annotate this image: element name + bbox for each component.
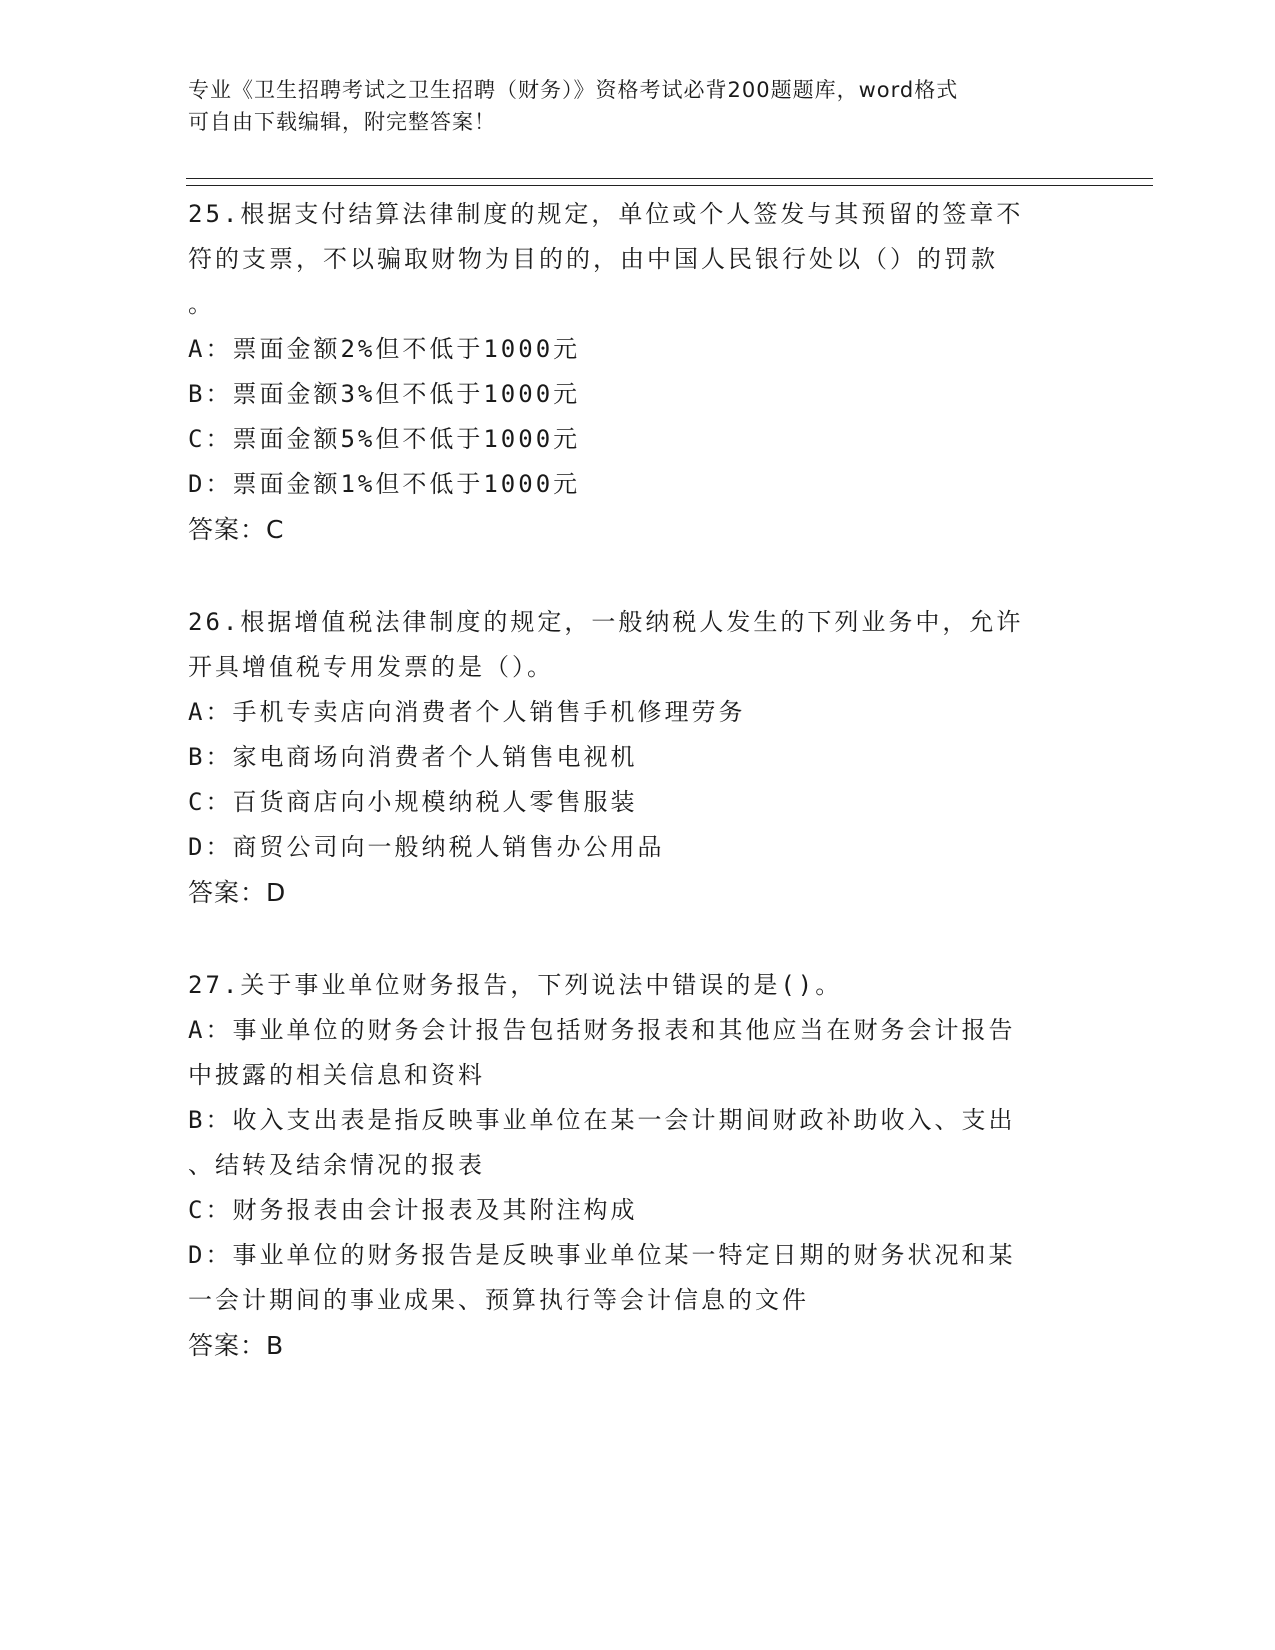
option-b: B：收入支出表是指反映事业单位在某一会计期间财政补助收入、支出	[188, 1106, 1016, 1134]
header-line-1: 专业《卫生招聘考试之卫生招聘（财务）》资格考试必背200题题库，word格式	[188, 78, 959, 102]
option-a-continued: 中披露的相关信息和资料	[188, 1061, 485, 1089]
question-text-line: 25.根据支付结算法律制度的规定，单位或个人签发与其预留的签章不	[188, 200, 1024, 228]
option-d-continued: 一会计期间的事业成果、预算执行等会计信息的文件	[188, 1286, 809, 1314]
question-text-line: 26.根据增值税法律制度的规定，一般纳税人发生的下列业务中，允许	[188, 608, 1024, 636]
option-d: D：事业单位的财务报告是反映事业单位某一特定日期的财务状况和某	[188, 1241, 1016, 1269]
question-text-line: 符的支票，不以骗取财物为目的的，由中国人民银行处以（）的罚款	[188, 245, 998, 273]
option-c: C：票面金额5%但不低于1000元	[188, 425, 581, 453]
option-d: D：商贸公司向一般纳税人销售办公用品	[188, 833, 665, 861]
question-text-line: 开具增值税专用发票的是（）。	[188, 653, 554, 681]
header-divider-bottom	[186, 185, 1153, 186]
option-b: B：票面金额3%但不低于1000元	[188, 380, 581, 408]
option-a: A：手机专卖店向消费者个人销售手机修理劳务	[188, 698, 746, 726]
question-text-line: 27.关于事业单位财务报告，下列说法中错误的是()。	[188, 971, 843, 999]
question-spacer	[188, 915, 1088, 963]
option-b: B：家电商场向消费者个人销售电视机	[188, 743, 638, 771]
answer-label: 答案：B	[188, 1331, 285, 1360]
option-c: C：财务报表由会计报表及其附注构成	[188, 1196, 638, 1224]
question-26	[188, 600, 1088, 915]
document-header	[188, 74, 1068, 138]
option-a: A：事业单位的财务会计报告包括财务报表和其他应当在财务会计报告	[188, 1016, 1016, 1044]
question-25	[188, 192, 1088, 552]
option-a: A：票面金额2%但不低于1000元	[188, 335, 581, 363]
answer-label: 答案：D	[188, 878, 287, 907]
question-list	[188, 192, 1088, 1368]
header-divider-top	[186, 178, 1153, 179]
option-d: D：票面金额1%但不低于1000元	[188, 470, 581, 498]
question-text-line: 。	[188, 290, 215, 318]
answer-label: 答案：C	[188, 515, 285, 544]
header-line-2: 可自由下载编辑，附完整答案！	[188, 110, 496, 134]
question-27	[188, 963, 1088, 1368]
option-b-continued: 、结转及结余情况的报表	[188, 1151, 485, 1179]
question-spacer	[188, 552, 1088, 600]
option-c: C：百货商店向小规模纳税人零售服装	[188, 788, 638, 816]
